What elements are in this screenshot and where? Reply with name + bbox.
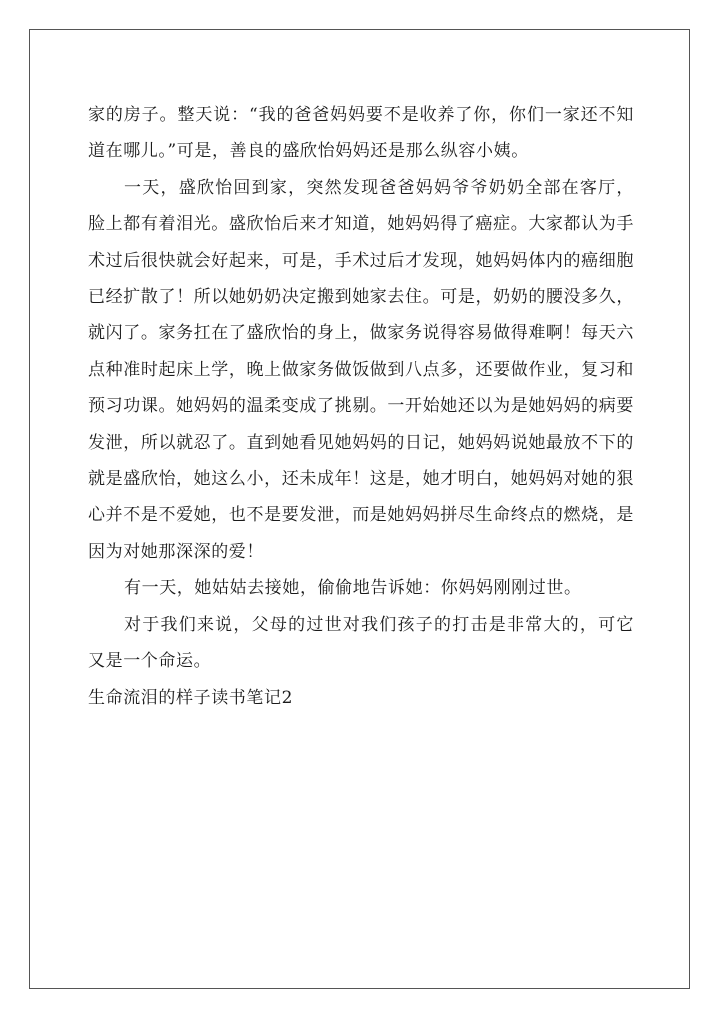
paragraph-2: 一天，盛欣怡回到家，突然发现爸爸妈妈爷爷奶奶全部在客厅，脸上都有着泪光。盛欣怡后来才知道，她妈妈得了癌症。大家都认为手术过后很快就会好起来，可是，手术过后才发现，她妈妈体内的癌细胞已经扩散了！所以她奶奶决定搬到她家去住。可是，奶奶的腰没多久，就闪了。家务扛在了盛欣怡的身上，做家务说得容易做得难啊！每天六点种准时起床上学，晚上做家务做饭做到八点多，还要做作业，复习和预习功课。她妈妈的温柔变成了挑剔。一开始她还以为是她妈妈的病要发泄，所以就忍了。直到她看见她妈妈的日记，她妈妈说她最放不下的就是盛欣怡，她这么小，还未成年！这是，她才明白，她妈妈对她的狠心并不是不爱她，也不是要发泄，而是她妈妈拼尽生命终点的燃烧，是因为对她那深深的爱！ bbox=[88, 177, 634, 562]
document-body bbox=[88, 97, 634, 716]
paragraph-3: 有一天，她姑姑去接她，偷偷地告诉她：你妈妈刚刚过世。 bbox=[124, 578, 582, 599]
paragraph-4: 对于我们来说，父母的过世对我们孩子的打击是非常大的，可它又是一个命运。 bbox=[88, 614, 634, 672]
paragraph-1: 家的房子。整天说：“我的爸爸妈妈要不是收养了你，你们一家还不知道在哪儿。”可是，善良的盛欣怡妈妈还是那么纵容小姨。 bbox=[88, 105, 634, 162]
next-section-heading: 生命流泪的样子读书笔记2 bbox=[88, 687, 294, 708]
